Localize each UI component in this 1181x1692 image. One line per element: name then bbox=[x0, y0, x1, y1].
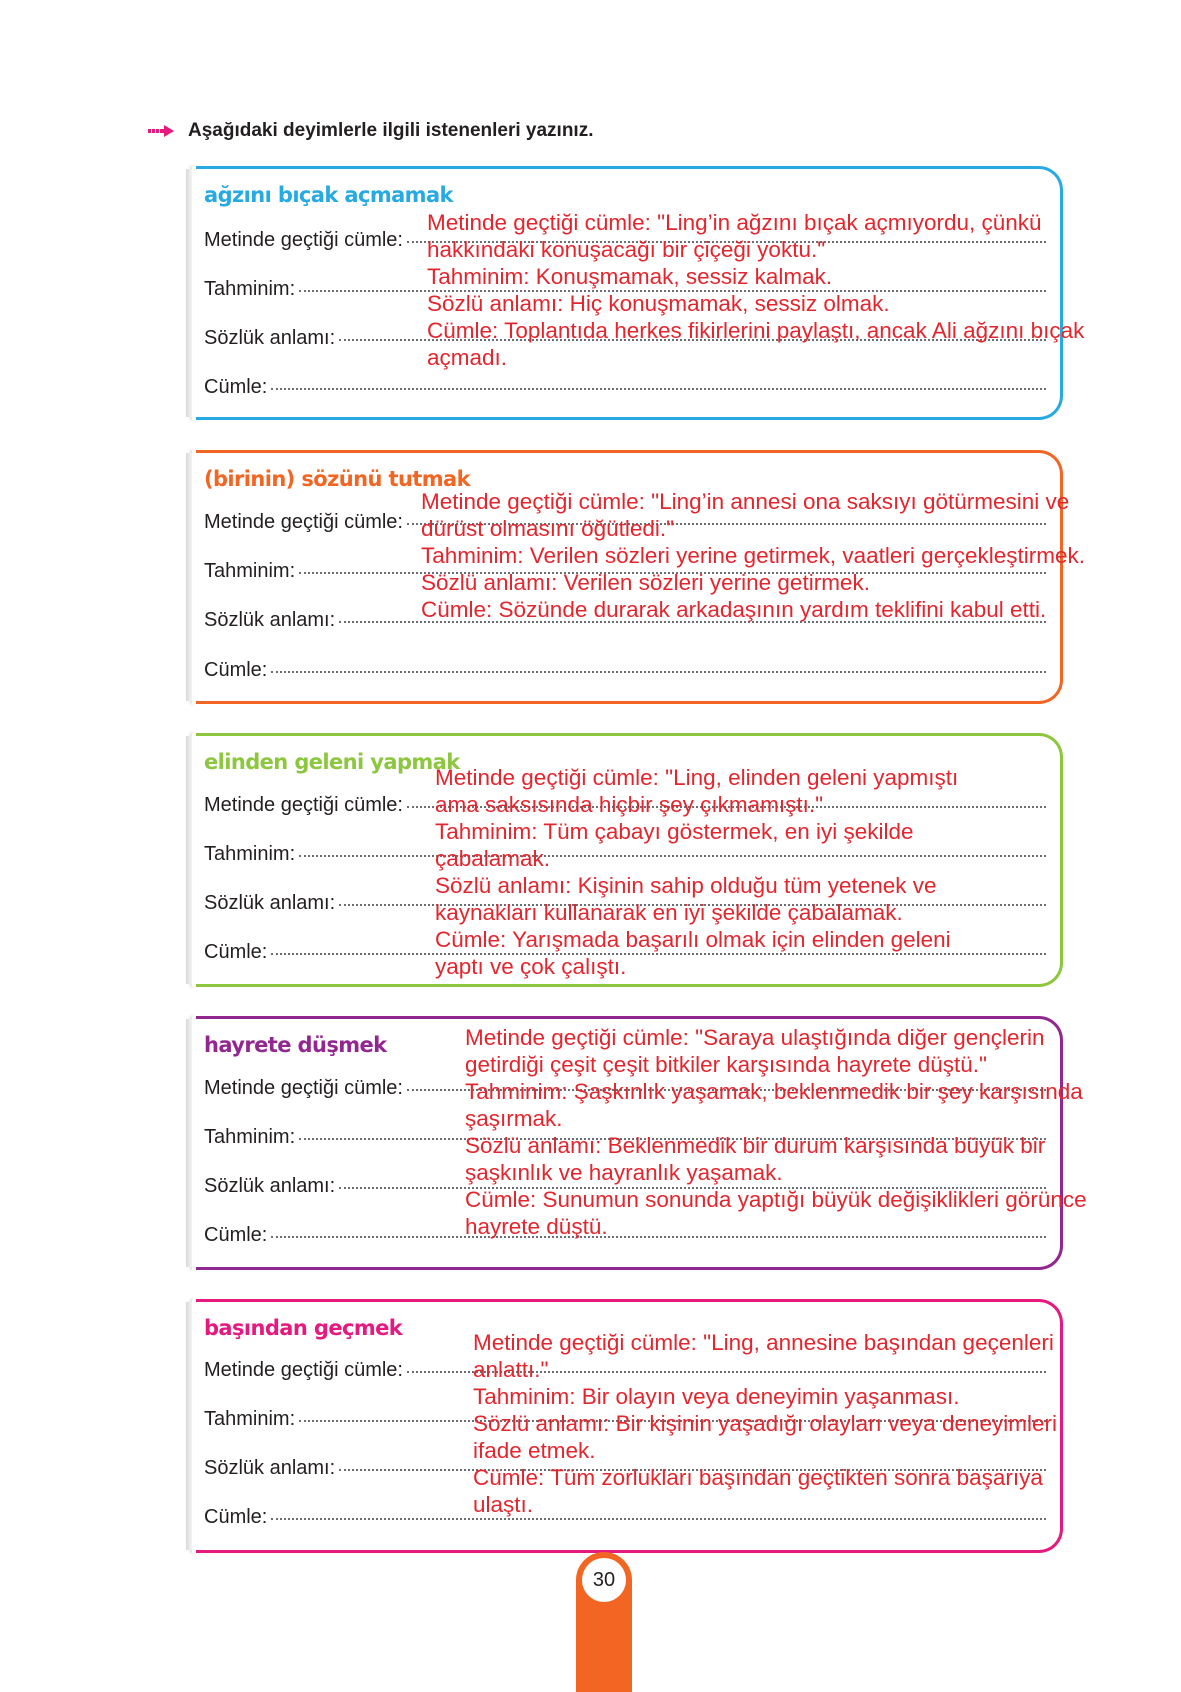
idiom-title: elinden geleni yapmak bbox=[204, 750, 460, 774]
row-cumle: Cümle: bbox=[204, 1224, 1046, 1247]
row-tahmin: Tahminim: bbox=[204, 1126, 1046, 1149]
answer-text: Metinde geçtiği cümle: "Ling, elinden geleni yapmıştı ama saksısında hiçbir şey çıkmamıştı." Tahminim: Tüm çabayı göstermek, en iyi şekilde çabalamak. Sözlü anlamı: Kişinin sahip olduğu tüm yetenek ve kaynakları kullanarak en iyi şekilde çabalamak. Cümle: Yarışmada başarılı olmak için elinden geleni yaptı ve çok çalıştı. bbox=[435, 765, 959, 979]
row-metin: Metinde geçtiği cümle: bbox=[204, 229, 1046, 252]
row-cumle: Cümle: bbox=[204, 941, 1046, 964]
row-sozluk: Sözlük anlamı: bbox=[204, 327, 1046, 350]
answer-text: Metinde geçtiği cümle: "Saraya ulaştığında diğer gençlerin getirdiği çeşit çeşit bitkiler karşısında hayrete düştü." Tahminim: Şaşkınlık yaşamak, beklenmedik bir şey karşısında şaşırmak. Sözlü anlamı: Beklenmedik bir durum karşısında büyük bir şaşkınlık ve hayranlık yaşamak. Cümle: Sunumun sonunda yaptığı büyük değişiklikleri görünce hayrete düştü. bbox=[465, 1025, 1087, 1239]
idiom-title: hayrete düşmek bbox=[204, 1033, 387, 1057]
instruction bbox=[148, 120, 594, 142]
page-number: 30 bbox=[582, 1558, 626, 1602]
row-sozluk: Sözlük anlamı: bbox=[204, 609, 1046, 632]
arrow-icon bbox=[148, 124, 174, 138]
row-metin: Metinde geçtiği cümle: bbox=[204, 511, 1046, 534]
row-metin: Metinde geçtiği cümle: bbox=[204, 1077, 1046, 1100]
row-cumle: Cümle: bbox=[204, 1506, 1046, 1529]
row-cumle: Cümle: bbox=[204, 659, 1046, 682]
answer-text: Metinde geçtiği cümle: "Ling’in ağzını bıçak açmıyordu, çünkü hakkındaki konuşacağı bir çiçeği yoktu." Tahminim: Konuşmamak, sessiz kalmak. Sözlü anlamı: Hiç konuşmamak, sessiz olmak. Cümle: Toplantıda herkes fikirlerini paylaştı, ancak Ali ağzını bıçak açmadı. bbox=[427, 210, 1085, 370]
idiom-title: ağzını bıçak açmamak bbox=[204, 183, 453, 207]
row-cumle: Cümle: bbox=[204, 376, 1046, 399]
row-metin: Metinde geçtiği cümle: bbox=[204, 1359, 1046, 1382]
answer-text: Metinde geçtiği cümle: "Ling’in annesi ona saksıyı götürmesini ve dürüst olmasını öğütledi." Tahminim: Verilen sözleri yerine getirmek, vaatleri gerçekleştirmek. Sözlü anlamı: Verilen sözleri yerine getirmek. Cümle: Sözünde durarak arkadaşının yardım teklifini kabul etti. bbox=[421, 489, 1085, 622]
row-sozluk: Sözlük anlamı: bbox=[204, 1175, 1046, 1198]
row-tahmin: Tahminim: bbox=[204, 1408, 1046, 1431]
row-tahmin: Tahminim: bbox=[204, 278, 1046, 301]
row-sozluk: Sözlük anlamı: bbox=[204, 892, 1046, 915]
instruction-text: Aşağıdaki deyimlerle ilgili istenenleri yazınız. bbox=[188, 120, 594, 141]
row-metin: Metinde geçtiği cümle: bbox=[204, 794, 1046, 817]
idiom-title: (birinin) sözünü tutmak bbox=[204, 467, 470, 491]
row-tahmin: Tahminim: bbox=[204, 560, 1046, 583]
row-sozluk: Sözlük anlamı: bbox=[204, 1457, 1046, 1480]
answer-text: Metinde geçtiği cümle: "Ling, annesine başından geçenleri anlattı." Tahminim: Bir olayın veya deneyimin yaşanması. Sözlü anlamı: Bir kişinin yaşadığı olayları veya deneyimleri ifade etmek. Cümle: Tüm zorlukları başından geçtikten sonra başarıya ulaştı. bbox=[473, 1330, 1058, 1517]
row-tahmin: Tahminim: bbox=[204, 843, 1046, 866]
idiom-title: başından geçmek bbox=[204, 1316, 403, 1340]
